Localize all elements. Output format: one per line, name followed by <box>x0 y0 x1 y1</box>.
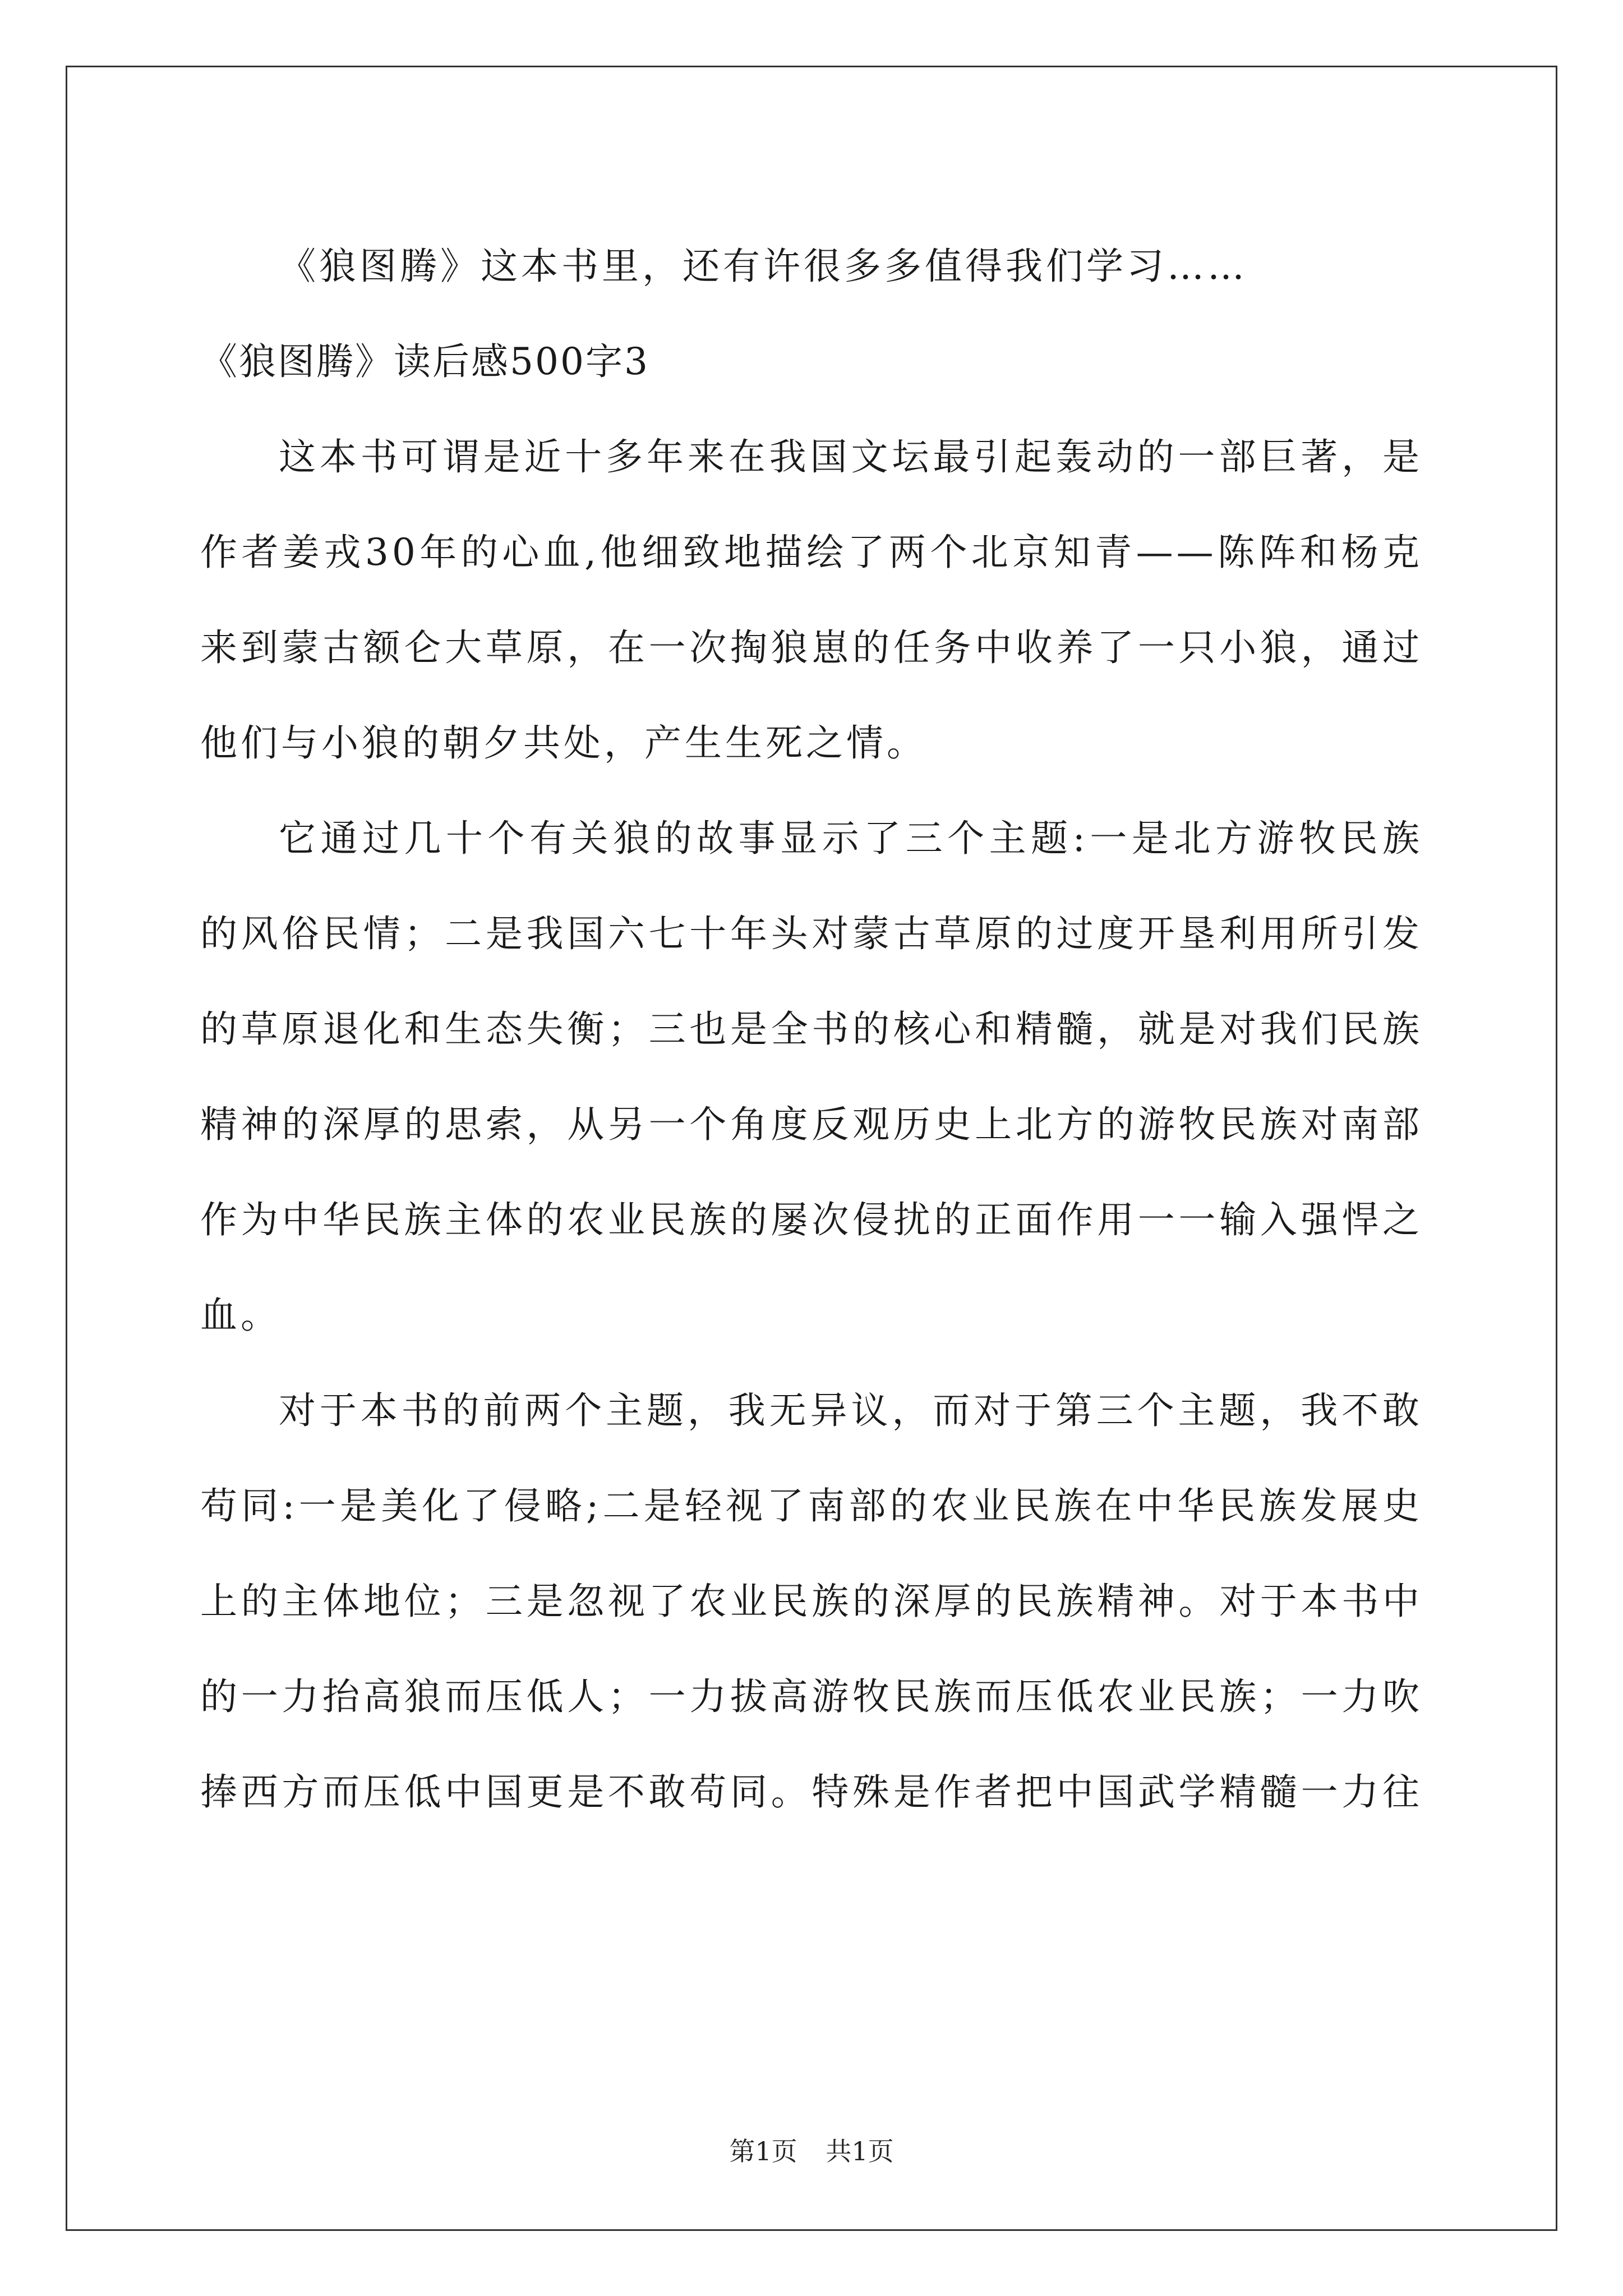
text-line: 他们与小狼的朝夕共处，产生生死之情。 <box>200 721 927 765</box>
text-line: 《狼图腾》这本书里，还有许很多多值得我们学习…… <box>279 245 1248 288</box>
text-line: 作为中华民族主体的农业民族的屡次侵扰的正面作用一一输入强悍之 <box>200 1198 1423 1241</box>
page-total: 共1页 <box>826 2136 894 2166</box>
text-line: 血。 <box>200 1294 281 1337</box>
text-line: 作者姜戎30年的心血,他细致地描绘了两个北京知青——陈阵和杨克 <box>200 531 1423 574</box>
page-footer <box>0 2134 1623 2168</box>
text-line: 精神的深厚的思索，从另一个角度反观历史上北方的游牧民族对南部 <box>200 1103 1423 1146</box>
text-line: 这本书可谓是近十多年来在我国文坛最引起轰动的一部巨著，是 <box>279 435 1423 478</box>
page-number: 第1页 <box>729 2136 797 2166</box>
text-line: 苟同:一是美化了侵略;二是轻视了南部的农业民族在中华民族发展史 <box>200 1484 1423 1527</box>
text-line: 的风俗民情；二是我国六七十年头对蒙古草原的过度开垦利用所引发 <box>200 912 1423 955</box>
text-line: 的草原退化和生态失衡；三也是全书的核心和精髓，就是对我们民族 <box>200 1007 1423 1051</box>
text-line: 来到蒙古额仑大草原，在一次掏狼崽的任务中收养了一只小狼，通过 <box>200 626 1423 669</box>
text-line: 捧西方而压低中国更是不敢苟同。特殊是作者把中国武学精髓一力往 <box>200 1770 1423 1814</box>
text-line: 上的主体地位；三是忽视了农业民族的深厚的民族精神。对于本书中 <box>200 1580 1423 1623</box>
section-heading: 《狼图腾》读后感500字3 <box>200 340 649 383</box>
document-body <box>200 219 1423 1840</box>
text-line: 它通过几十个有关狼的故事显示了三个主题:一是北方游牧民族 <box>279 817 1423 860</box>
text-line: 对于本书的前两个主题，我无异议，而对于第三个主题，我不敢 <box>279 1389 1423 1432</box>
text-line: 的一力抬高狼而压低人；一力拔高游牧民族而压低农业民族；一力吹 <box>200 1675 1423 1718</box>
